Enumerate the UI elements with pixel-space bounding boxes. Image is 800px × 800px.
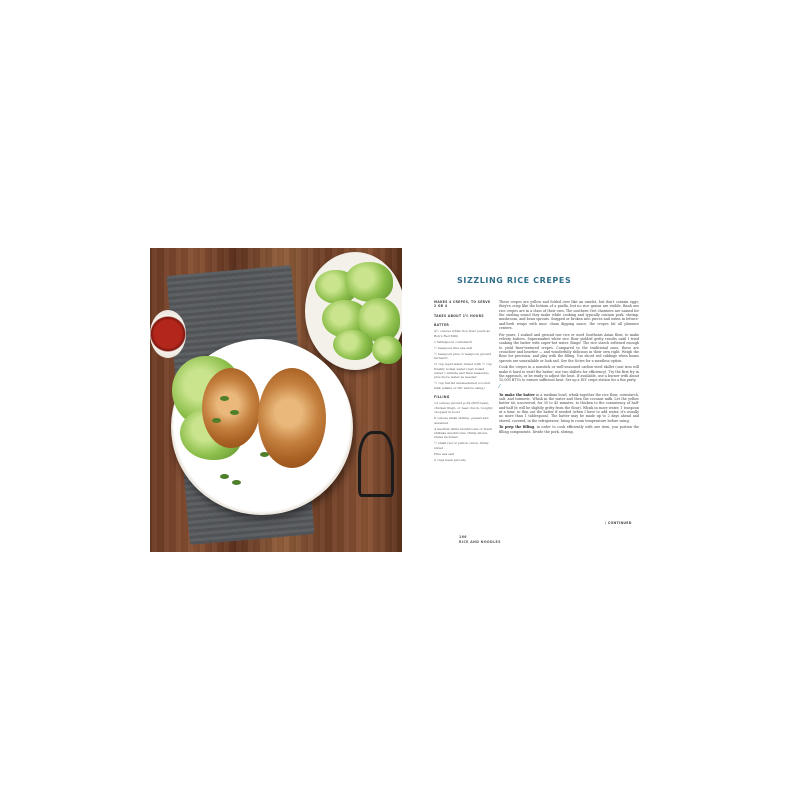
- filling-heading: FILLING: [434, 395, 450, 400]
- step-lead: To prep the filling: [499, 425, 535, 430]
- section-divider: ⁄: [499, 383, 500, 390]
- ingredient-item: ½ teaspoon fine sea salt: [434, 345, 472, 350]
- food-photo: [150, 248, 402, 552]
- continued-label: / CONTINUED: [605, 521, 632, 525]
- step-text: , in order to cook efficiently with one item, you portion the filling components. Divide the pork, shrimp,: [499, 425, 639, 434]
- step-paragraph: [499, 393, 639, 423]
- ingredient-item: ¼ cup full-fat unsweetened coconut milk (shake or stir before using): [434, 381, 491, 390]
- ingredient-item: 4½ ounces white rice flour (such as Bob's Red Mill): [434, 329, 490, 338]
- herb-garnish: [220, 396, 229, 401]
- ingredient-item: Fine sea salt: [434, 451, 454, 456]
- ingredient-item: 12 ounces ground pork (80% lean), chicken thigh, or beef chuck, roughly chopped in bowl: [434, 401, 493, 415]
- section-name: RICE AND NOODLES: [459, 540, 501, 544]
- recipe-body: [499, 300, 639, 436]
- ingredients-sidebar: [434, 300, 493, 464]
- crepe: [202, 368, 260, 448]
- sauce-ramekin: [150, 310, 186, 358]
- herb-garnish: [212, 418, 221, 423]
- recipe-title: SIZZLING RICE CREPES: [457, 276, 572, 285]
- herb-garnish: [230, 410, 239, 415]
- scissors: [358, 431, 394, 497]
- page-footer: [459, 535, 501, 545]
- body-paragraph: For years, I soaked and ground raw rice or used Southeast Asian flour, to make velvety batters. Supermarket white rice flour yielded gritty results until I tried soaking the batter with super-hot water. Bingo! The rice starch softened enough to yield finer-textured crepes. Compared to the traditional ones, these are crunchier and heartier — and wonderfully delicious in their own right. Weigh the flour for precision, and play with the filling. Use sliced red cabbage when beans sprouts are unavailable or look sad. See the Notes for a meatless option.: [499, 332, 639, 363]
- herb-leaf: [372, 336, 402, 364]
- ingredient-item: 1 tablespoon cornstarch: [434, 339, 473, 344]
- herb-leaf: [333, 330, 373, 360]
- herb-garnish: [260, 452, 269, 457]
- ingredient-item: 2 cups bean sprouts: [434, 457, 466, 462]
- page-number: 166: [459, 535, 467, 539]
- herb-garnish: [232, 480, 241, 485]
- step-paragraph: [499, 425, 639, 434]
- ingredient-item: 4 medium white mushrooms or fresh shiitake mushrooms, thinly sliced, stems included: [434, 426, 492, 440]
- batter-heading: BATTER: [434, 323, 450, 328]
- step-lead: To make the batter: [499, 392, 535, 397]
- ingredient-item: ⅜ cup tepid water mixed with ¼ cup freshly boiled water (rest boiled water 1 minute and then measure), plus more water as needed: [434, 362, 492, 380]
- time-text: TAKES ABOUT 1½ HOURS: [434, 313, 484, 318]
- herb-leaf: [345, 262, 393, 302]
- step-text: in a medium bowl, whisk together the rice flour, cornstarch, salt, and turmeric. Whisk in the water and then the coconut milk. Let the yellow batter sit, uncovered, for 30 to 45 minutes, to thicken to the consistency of half-and-half (it will be slightly gritty from the flour). Whisk in more water, 1 teaspoon at a time, to thin out the batter if needed (when I have to add water, it's usually no more than 1 tablespoon). The batter may be made up to 2 days ahead and stored, covered, in the refrigerator; bring to room temperature before using.: [499, 392, 640, 423]
- ingredient-item: ½ small red or yellow onion, thinly sliced: [434, 441, 489, 450]
- ingredient-item: ½ teaspoon plus ⅛ teaspoon ground turmeric: [434, 351, 492, 361]
- body-paragraph: These crepes are yellow and folded over like an omelet, but don't contain eggs; they're crisp like the bottom of a paella, but no rice grains are visible. Banh xeo rice crepes are in a class of their own. The southern Viet charmers are named for the sizzling sound they make while cooking and typically contain pork, shrimp, mushroom, and bean sprouts. Snipped or broken into pieces and eaten in lettuce-and-herb wraps with nuoc cham dipping sauce, the crepes hit all pleasure centers.: [499, 300, 639, 331]
- yield-text: MAKES 4 CREPES, TO SERVE 2 OR 4: [434, 300, 491, 309]
- ingredient-item: 8 ounces small shrimp, peeled and deveined: [434, 416, 489, 425]
- body-paragraph: Cook the crepes in a nonstick or well-seasoned carbon-steel skillet (cast iron will make it hard to swirl the batter; use two skillets for efficiency). Try the first fry in the approach, or be ready to adjust the heat. If available, use a burner with about 15,000 BTUs to ensure sufficient heat. Set up a DIY crepe station for a fun party.: [499, 365, 639, 383]
- herb-garnish: [220, 474, 229, 479]
